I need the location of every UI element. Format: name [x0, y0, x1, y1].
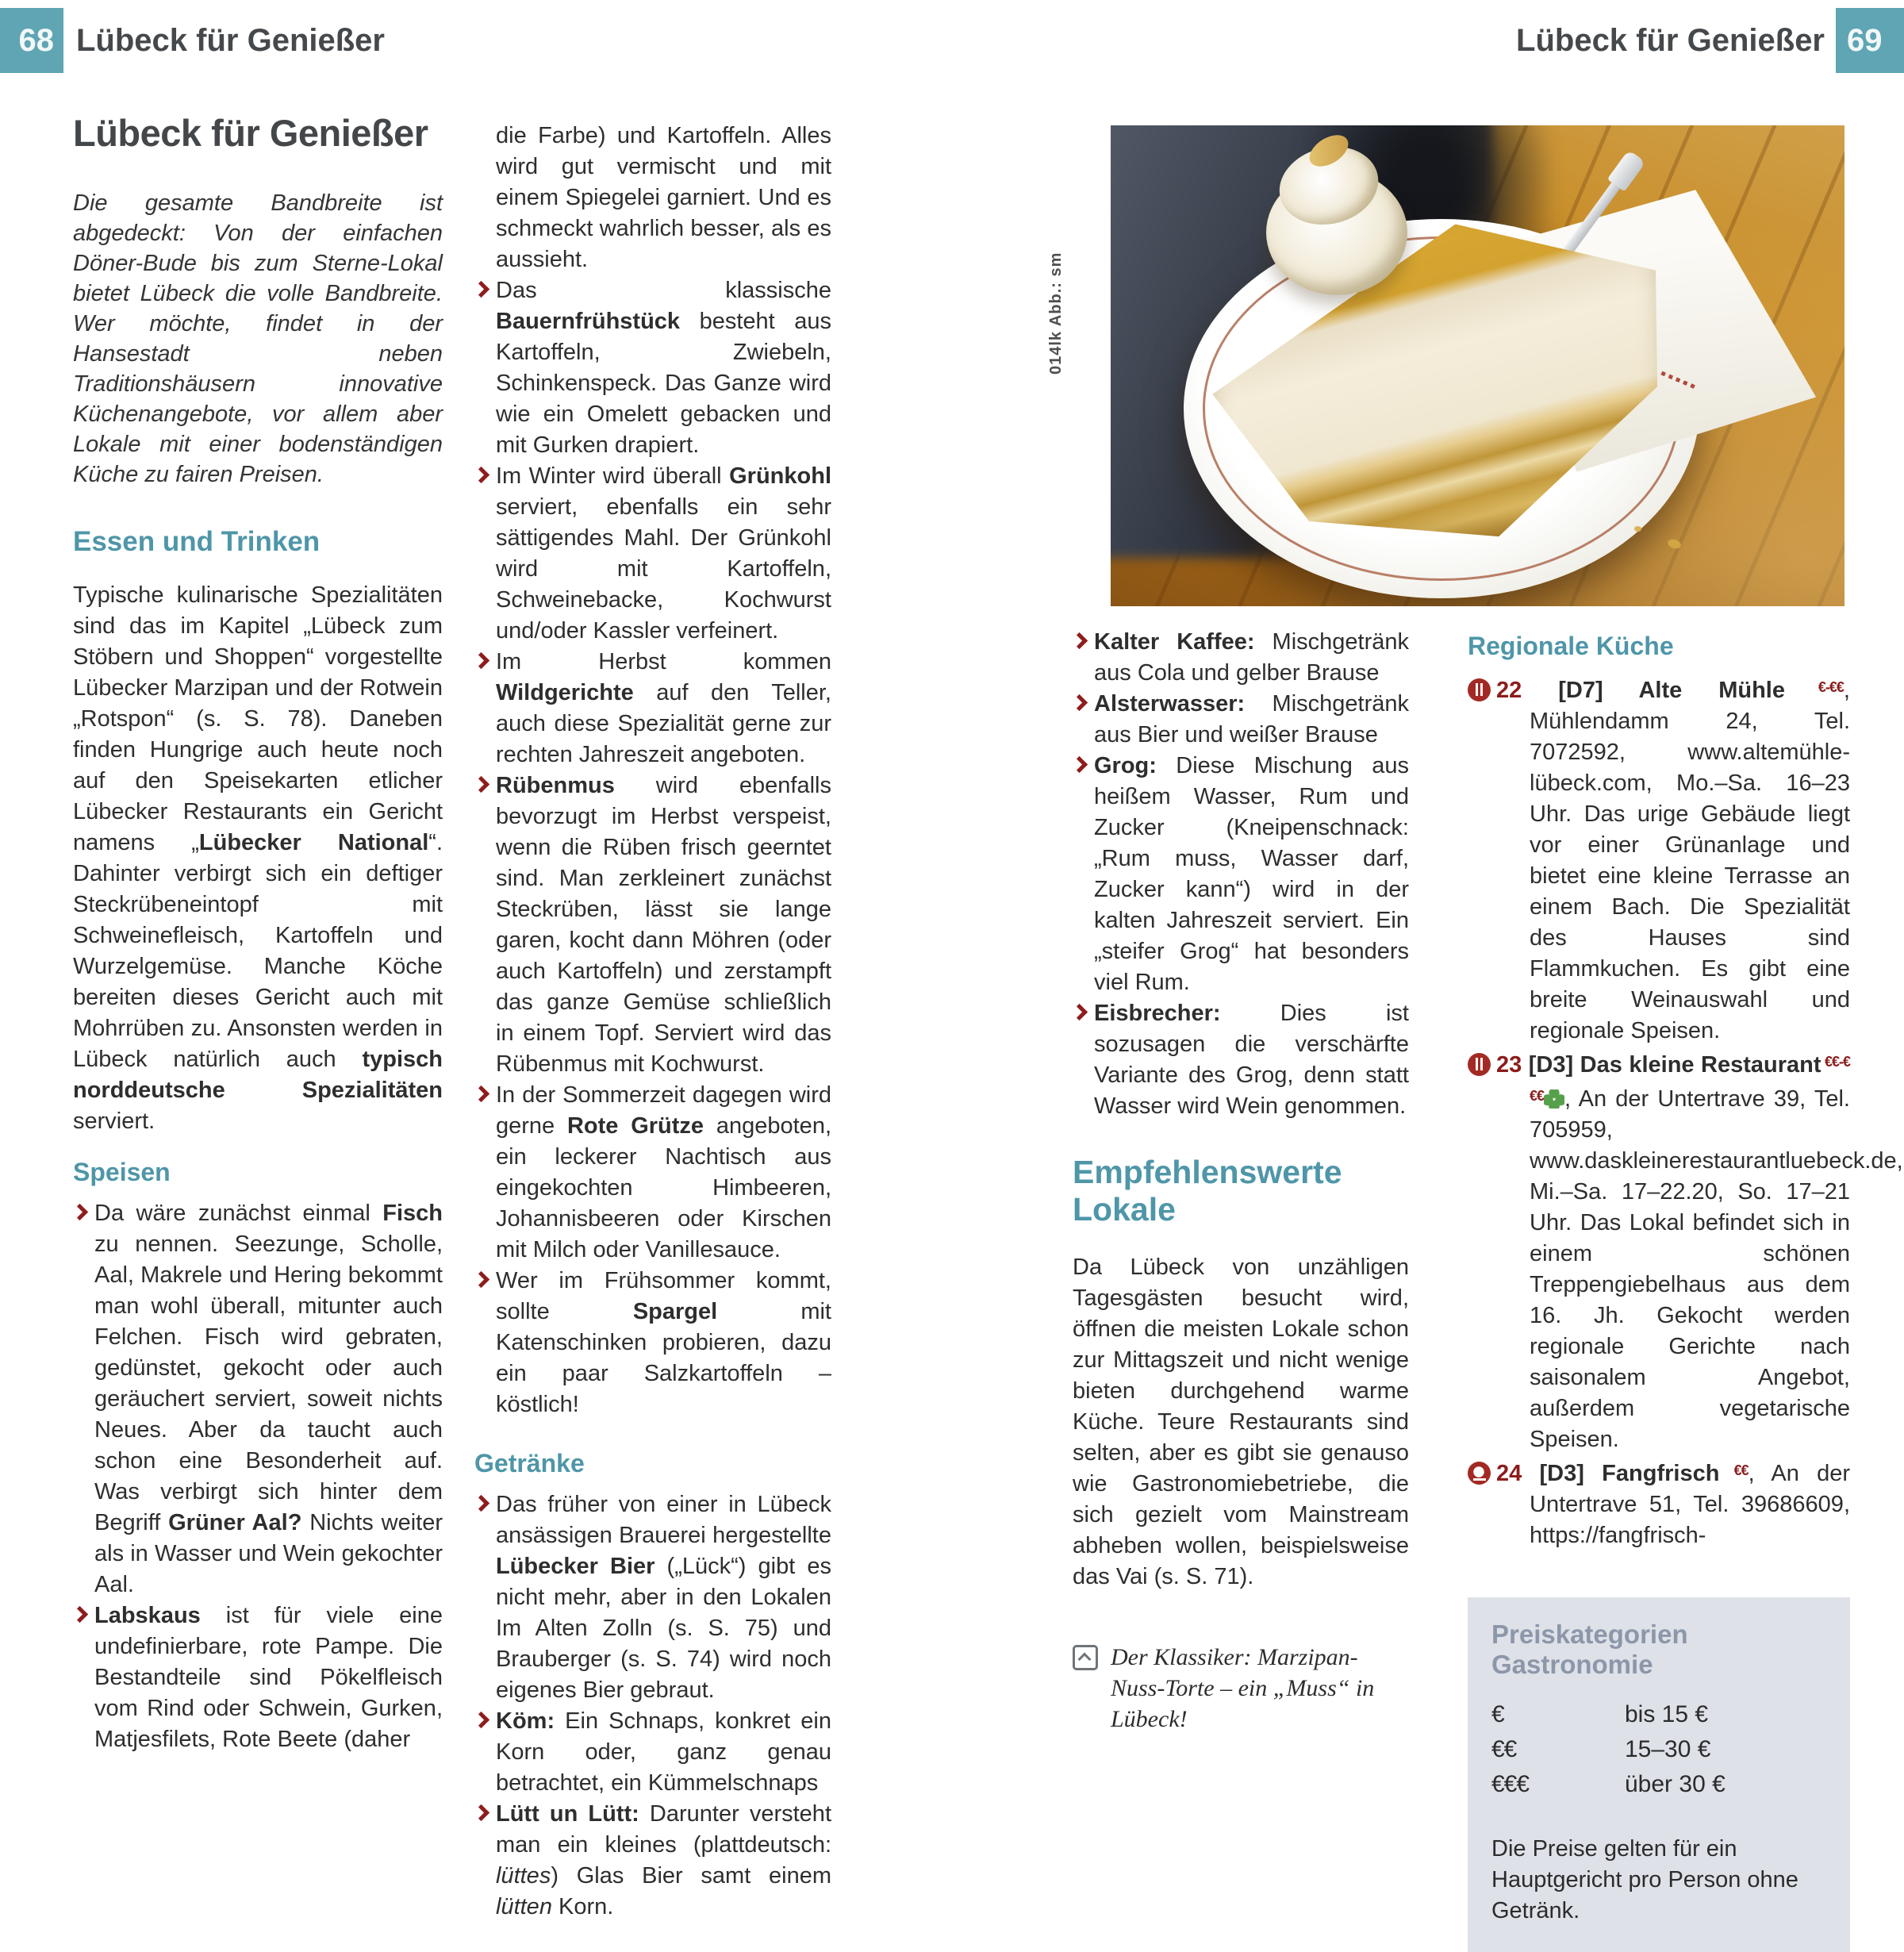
list-item: Rübenmus wird ebenfalls bevorzugt im Herbst verspeist, wenn die Rüben frisch geerntet sind. Man zerkleinert zunächst Steckrüben, lässt sie lange garen, kocht dann Möhren (oder auch Kartoffeln) und zerstampft das ganze Gemüse schließlich in einem Topf. Serviert wird das Rübenmus mit Kochwurst.	[474, 770, 831, 1080]
subheading-speisen: Speisen	[73, 1158, 171, 1186]
list-item: Das klassische Bauernfrühstück besteht aus Kartoffeln, Zwiebeln, Schinkenspeck. Das Ganze wird wie ein Omelett gebacken und mit Gurken drapiert.	[474, 275, 831, 461]
list-item: Wer im Frühsommer kommt, sollte Spargel mit Katenschinken probieren, dazu ein paar Salzkartoffeln – köstlich!	[474, 1266, 831, 1420]
price-range: bis 15 €	[1625, 1701, 1709, 1727]
photo-caption	[1073, 1642, 1409, 1735]
entry-text: [D7] Alte Mühle €-€€, Mühlendamm 24, Tel. 7072592, www.altemühle-lübeck.com, Mo.–Sa. 16–23 Uhr. Das urige Gebäude liegt vor einer Grünanlage und bietet eine kleine Terrasse an einem Bach. Die Spezialität des Hauses sind Flammkuchen. Es gibt eine breite Weinauswahl und regionale Speisen.	[1522, 678, 1850, 1043]
entry-number: 24	[1496, 1461, 1522, 1486]
price-range: über 30 €	[1625, 1771, 1726, 1797]
list-item: Da wäre zunächst einmal Fisch zu nennen. Seezunge, Scholle, Aal, Makrele und Hering bekommt man wohl überall, mitunter auch Felchen. Fisch wird gebraten, gedünstet, gekocht oder auch geräuchert serviert, soweit nichts Neues. Aber da taucht auch schon eine Besonderheit auf. Was verbirgt sich hinter dem Begriff Grüner Aal? Nichts weiter als in Wasser und Wein gekochter Aal.	[73, 1198, 443, 1600]
list-item: Im Herbst kommen Wildgerichte auf den Teller, auch diese Spezialität gerne zur rechten Jahreszeit angeboten.	[474, 647, 831, 770]
column-2	[474, 121, 831, 1923]
photo-caption-text: Der Klassiker: Marzipan-Nuss-Torte – ein „Muss“ in Lübeck!	[1111, 1644, 1375, 1732]
restaurant-entry	[1468, 672, 1850, 1047]
section-heading-essen-und-trinken: Essen und Trinken	[73, 526, 321, 557]
price-symbol: €€€	[1491, 1771, 1530, 1797]
price-categories-box	[1468, 1597, 1850, 1952]
continuation-paragraph: die Farbe) und Kartoffeln. Alles wird gut vermischt und mit einem Spiegelei garniert. Und es schmeckt wahrlich besser, als es aussieht.	[496, 123, 831, 272]
entry-text: [D3] Das kleine Restaurant €€-€€€ , An der Untertrave 39, Tel. 705959, www.daskleinerestaurantluebeck.de, Mi.–Sa. 17–22.20, So. 17–21 Uhr. Das Lokal befindet sich in einem schönen Treppengiebelhaus aus dem 16. Jh. Gekocht werden regionale Gerichte nach saisonalem Angebot, außerdem vegetarische Speisen.	[1522, 1052, 1903, 1452]
page-title: Lübeck für Genießer	[73, 112, 428, 154]
price-box-heading: Preiskategorien Gastronomie	[1491, 1620, 1688, 1679]
page-number-right: 69	[1847, 23, 1883, 58]
page-number-box-left	[0, 8, 63, 73]
subheading-getraenke: Getränke	[474, 1449, 585, 1477]
list-item: Eisbrecher: Dies ist sozusagen die verschärfte Variante des Grog, denn statt Wasser wird Wein genommen.	[1073, 998, 1409, 1122]
list-item: Das früher von einer in Lübeck ansässigen Brauerei hergestellte Lübecker Bier („Lück“) gibt es nicht mehr, aber in den Lokalen Im Alten Zolln (s. S. 75) und Brauberger (s. S. 74) wird noch eigenes Bier gebraut.	[474, 1489, 831, 1706]
restaurant-entry	[1468, 1455, 1850, 1551]
entry-number: 22	[1496, 678, 1522, 703]
column-3	[1073, 627, 1409, 1735]
subheading-regionale-kueche: Regionale Küche	[1468, 632, 1674, 660]
chevron-up-box-icon	[1073, 1645, 1098, 1670]
list-item: Kalter Kaffee: Mischgetränk aus Cola und gelber Brause	[1073, 627, 1409, 689]
list-item: Alsterwasser: Mischgetränk aus Bier und weißer Brause	[1073, 689, 1409, 751]
price-symbol: €€	[1491, 1736, 1517, 1762]
running-header-left: Lübeck für Genießer	[76, 23, 385, 58]
price-symbol: €	[1491, 1701, 1504, 1727]
photo-crumb	[1634, 526, 1641, 532]
column-1	[73, 111, 443, 1755]
section-heading-empfehlenswerte-lokale: Empfehlenswerte Lokale	[1073, 1154, 1342, 1228]
restaurant-entry	[1468, 1047, 1903, 1455]
fork-knife-icon	[1468, 1053, 1491, 1076]
entry-number: 23	[1496, 1052, 1522, 1078]
price-range: 15–30 €	[1625, 1736, 1711, 1762]
price-row	[1491, 1767, 1826, 1802]
page-number-box-right	[1836, 8, 1904, 73]
cup-icon	[1468, 1462, 1491, 1485]
intro-paragraph: Die gesamte Bandbreite ist abgedeckt: Von der einfachen Döner-Bude bis zum Sterne-Lokal bietet Lübeck die volle Bandbreite. Wer möchte, findet in der Hansestadt neben Traditionshäusern innovative Küchenangebote, vor allem aber Lokale mit einer bodenständigen Küche zu fairen Preisen.	[73, 190, 443, 487]
list-item: In der Sommerzeit dagegen wird gerne Rote Grütze angeboten, ein leckerer Nachtisch aus eingekochten Himbeeren, Johannisbeeren oder Kirschen mit Milch oder Vanillesauce.	[474, 1080, 831, 1266]
paragraph-lokale: Da Lübeck von unzähligen Tagesgästen besucht wird, öffnen die meisten Lokale schon zur Mittagszeit und nicht wenige bieten durchgehend warme Küche. Teure Restaurants sind selten, aber es gibt sie genauso wie Gastronomiebetriebe, die sich gezielt vom Mainstream abheben wollen, beispielsweise das Vai (s. S. 71).	[1073, 1255, 1409, 1589]
running-header-right: Lübeck für Genießer	[1516, 23, 1825, 58]
fork-knife-icon	[1468, 678, 1491, 701]
photo-marzipan-nut-torte	[1111, 125, 1844, 606]
price-box-note: Die Preise gelten für ein Hauptgericht pro Person ohne Getränk.	[1491, 1836, 1798, 1923]
page-number-left: 68	[18, 23, 54, 58]
price-row	[1491, 1732, 1826, 1767]
paragraph-essen: Typische kulinarische Spezialitäten sind das im Kapitel „Lübeck zum Stöbern und Shoppen“ vorgestellte Lübecker Marzipan und der Rotwein „Rotspon“ (s. S. 78). Daneben finden Hungrige auch heute noch auf den Speisekarten etlicher Lübecker Restaurants ein Gericht namens „Lübecker National“. Dahinter verbirgt sich ein deftiger Steckrübeneintopf mit Schweinefleisch, Kartoffeln und Wurzelgemüse. Manche Köche bereiten dieses Gericht auch mit Mohrrüben zu. Ansonsten werden in Lübeck natürlich auch typisch norddeutsche Spezialitäten serviert.	[73, 582, 443, 1134]
photo-cream-swirl	[1266, 170, 1407, 295]
list-item: Grog: Diese Mischung aus heißem Wasser, Rum und Zucker (Kneipenschnack: „Rum muss, Wasser darf, Zucker kann“) wird in der kalten Jahreszeit serviert. Ein „steifer Grog“ hat besonders viel Rum.	[1073, 751, 1409, 998]
list-item: Labskaus ist für viele eine undefinierbare, rote Pampe. Die Bestandteile sind Pökelfleisch vom Rind oder Schwein, Gurken, Matjesfilets, Rote Beete (daher	[73, 1600, 443, 1755]
list-item: Köm: Ein Schnaps, konkret ein Korn oder, ganz genau betrachtet, ein Kümmelschnaps	[474, 1706, 831, 1799]
photo-credit: 014lk Abb.: sm	[1047, 252, 1065, 375]
entry-text: [D3] Fangfrisch €€, An der Untertrave 51, Tel. 39686609, https://fangfrisch-	[1522, 1461, 1851, 1548]
column-4	[1468, 632, 1903, 1952]
list-item: Lütt un Lütt: Darunter versteht man ein kleines (plattdeutsch: lüttes) Glas Bier samt einem lütten Korn.	[474, 1799, 831, 1923]
list-item: Im Winter wird überall Grünkohl serviert, ebenfalls ein sehr sättigendes Mahl. Der Grünkohl wird mit Kartoffeln, Schweinebacke, Kochwurst und/oder Kassler verfeinert.	[474, 461, 831, 647]
price-row	[1491, 1697, 1826, 1732]
